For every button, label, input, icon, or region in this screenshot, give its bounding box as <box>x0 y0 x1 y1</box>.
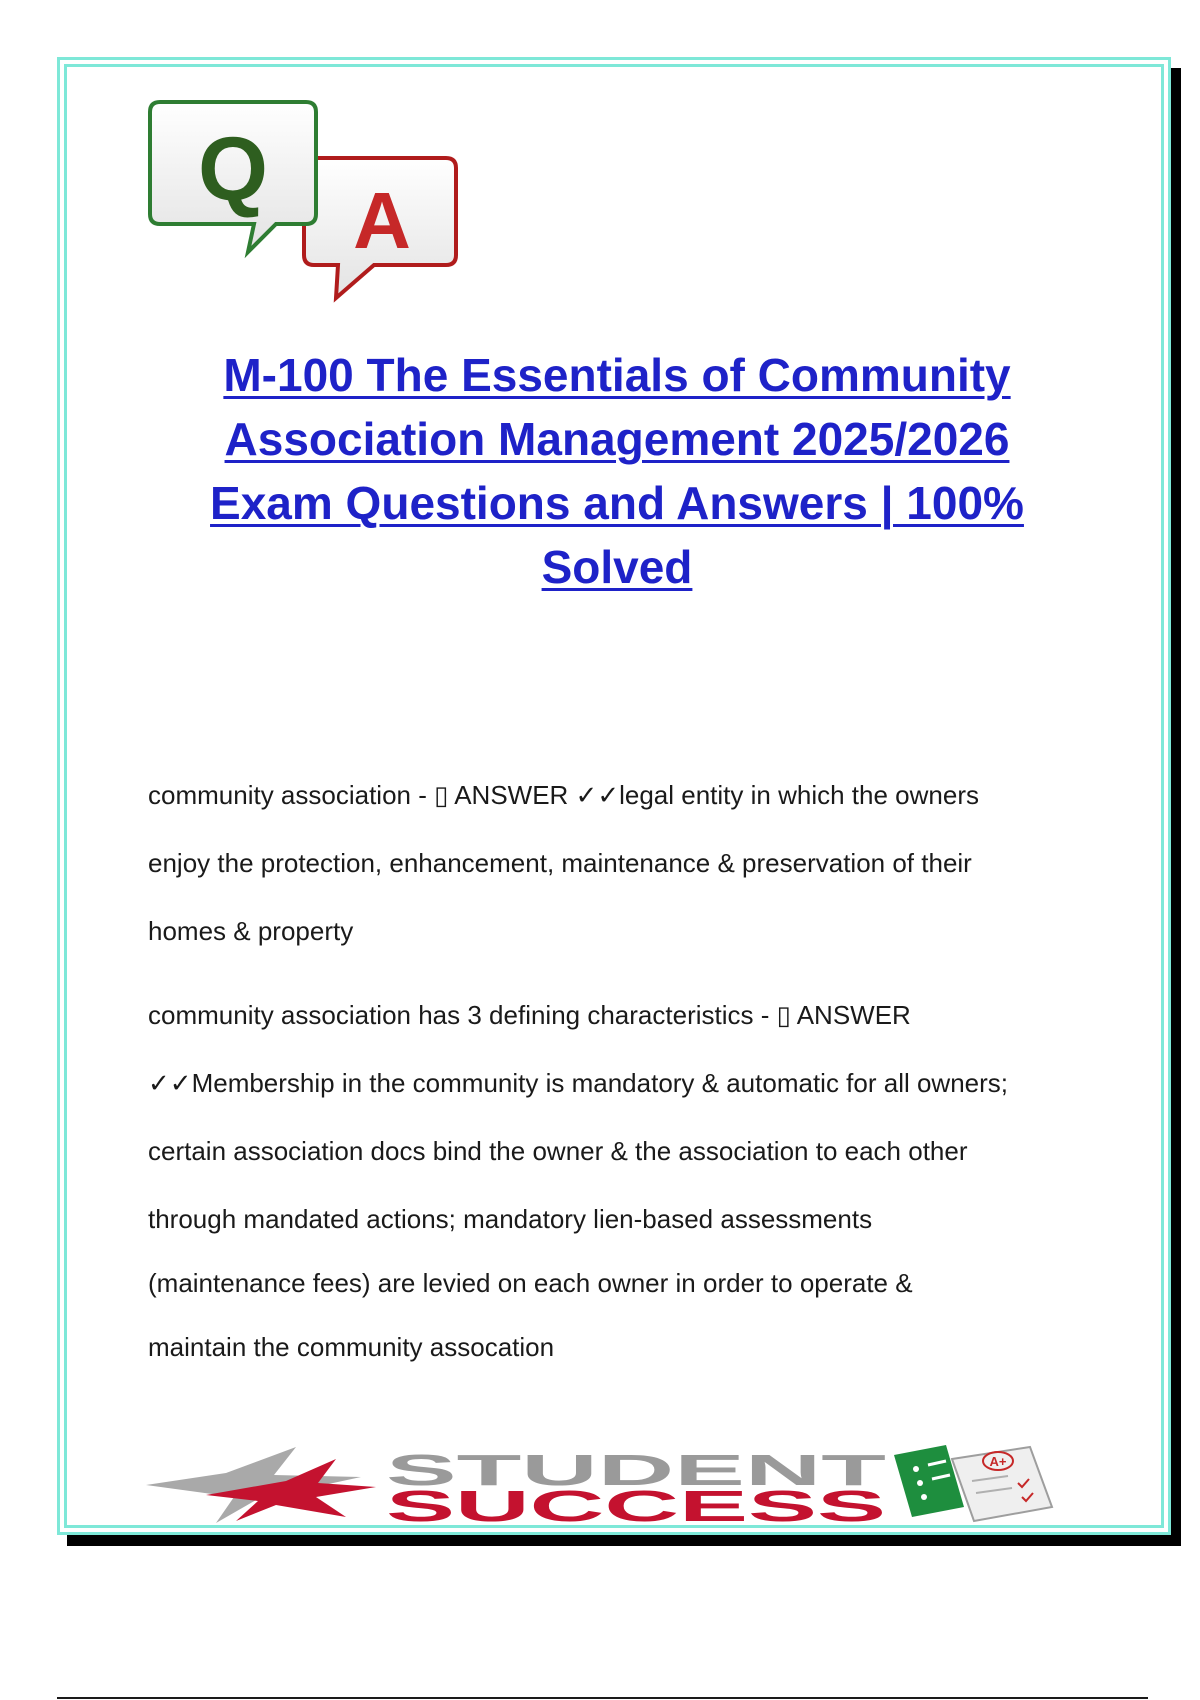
qa-entry-community-association <box>148 772 1148 976</box>
qa-line: through mandated actions; mandatory lien-based assessments <box>148 1204 873 1234</box>
title-line: Association Management 2025/2026 <box>224 413 1010 465</box>
question-bubble-icon <box>150 102 316 252</box>
document-page <box>57 57 1171 1535</box>
qa-line: maintain the community assocation <box>148 1332 555 1362</box>
title-line: Solved <box>541 541 693 593</box>
answer-letter: A <box>353 176 411 265</box>
document-title <box>120 343 1114 599</box>
qa-line: community association has 3 defining characteristics - ▯ ANSWER <box>148 1000 911 1030</box>
qa-line: enjoy the protection, enhancement, maintenance & preservation of their <box>148 848 972 878</box>
logo-word-student: STUDENT <box>386 1446 887 1495</box>
qa-line: community association - ▯ ANSWER ✓✓legal entity in which the owners <box>148 780 979 810</box>
grade-badge: A+ <box>989 1454 1007 1469</box>
star-swoosh-icon <box>146 1447 376 1523</box>
answer-bubble-icon <box>304 158 456 298</box>
graded-paper-icon <box>952 1447 1052 1521</box>
student-success-logo <box>146 1445 1086 1525</box>
title-line: M-100 The Essentials of Community <box>223 349 1011 401</box>
qa-line: certain association docs bind the owner & the association to each other <box>148 1136 968 1166</box>
qa-entry-defining-characteristics <box>148 992 1148 1388</box>
question-letter: Q <box>197 120 269 220</box>
logo-word-success: SUCCESS <box>386 1482 886 1525</box>
qa-line: homes & property <box>148 916 354 946</box>
green-document-icon <box>894 1445 964 1517</box>
qa-line: ✓✓Membership in the community is mandatory & automatic for all owners; <box>148 1068 1009 1098</box>
qa-logo <box>146 90 466 340</box>
title-line: Exam Questions and Answers | 100% <box>210 477 1024 529</box>
page-bottom-rule <box>57 1697 1148 1699</box>
qa-line: (maintenance fees) are levied on each owner in order to operate & <box>148 1268 913 1298</box>
